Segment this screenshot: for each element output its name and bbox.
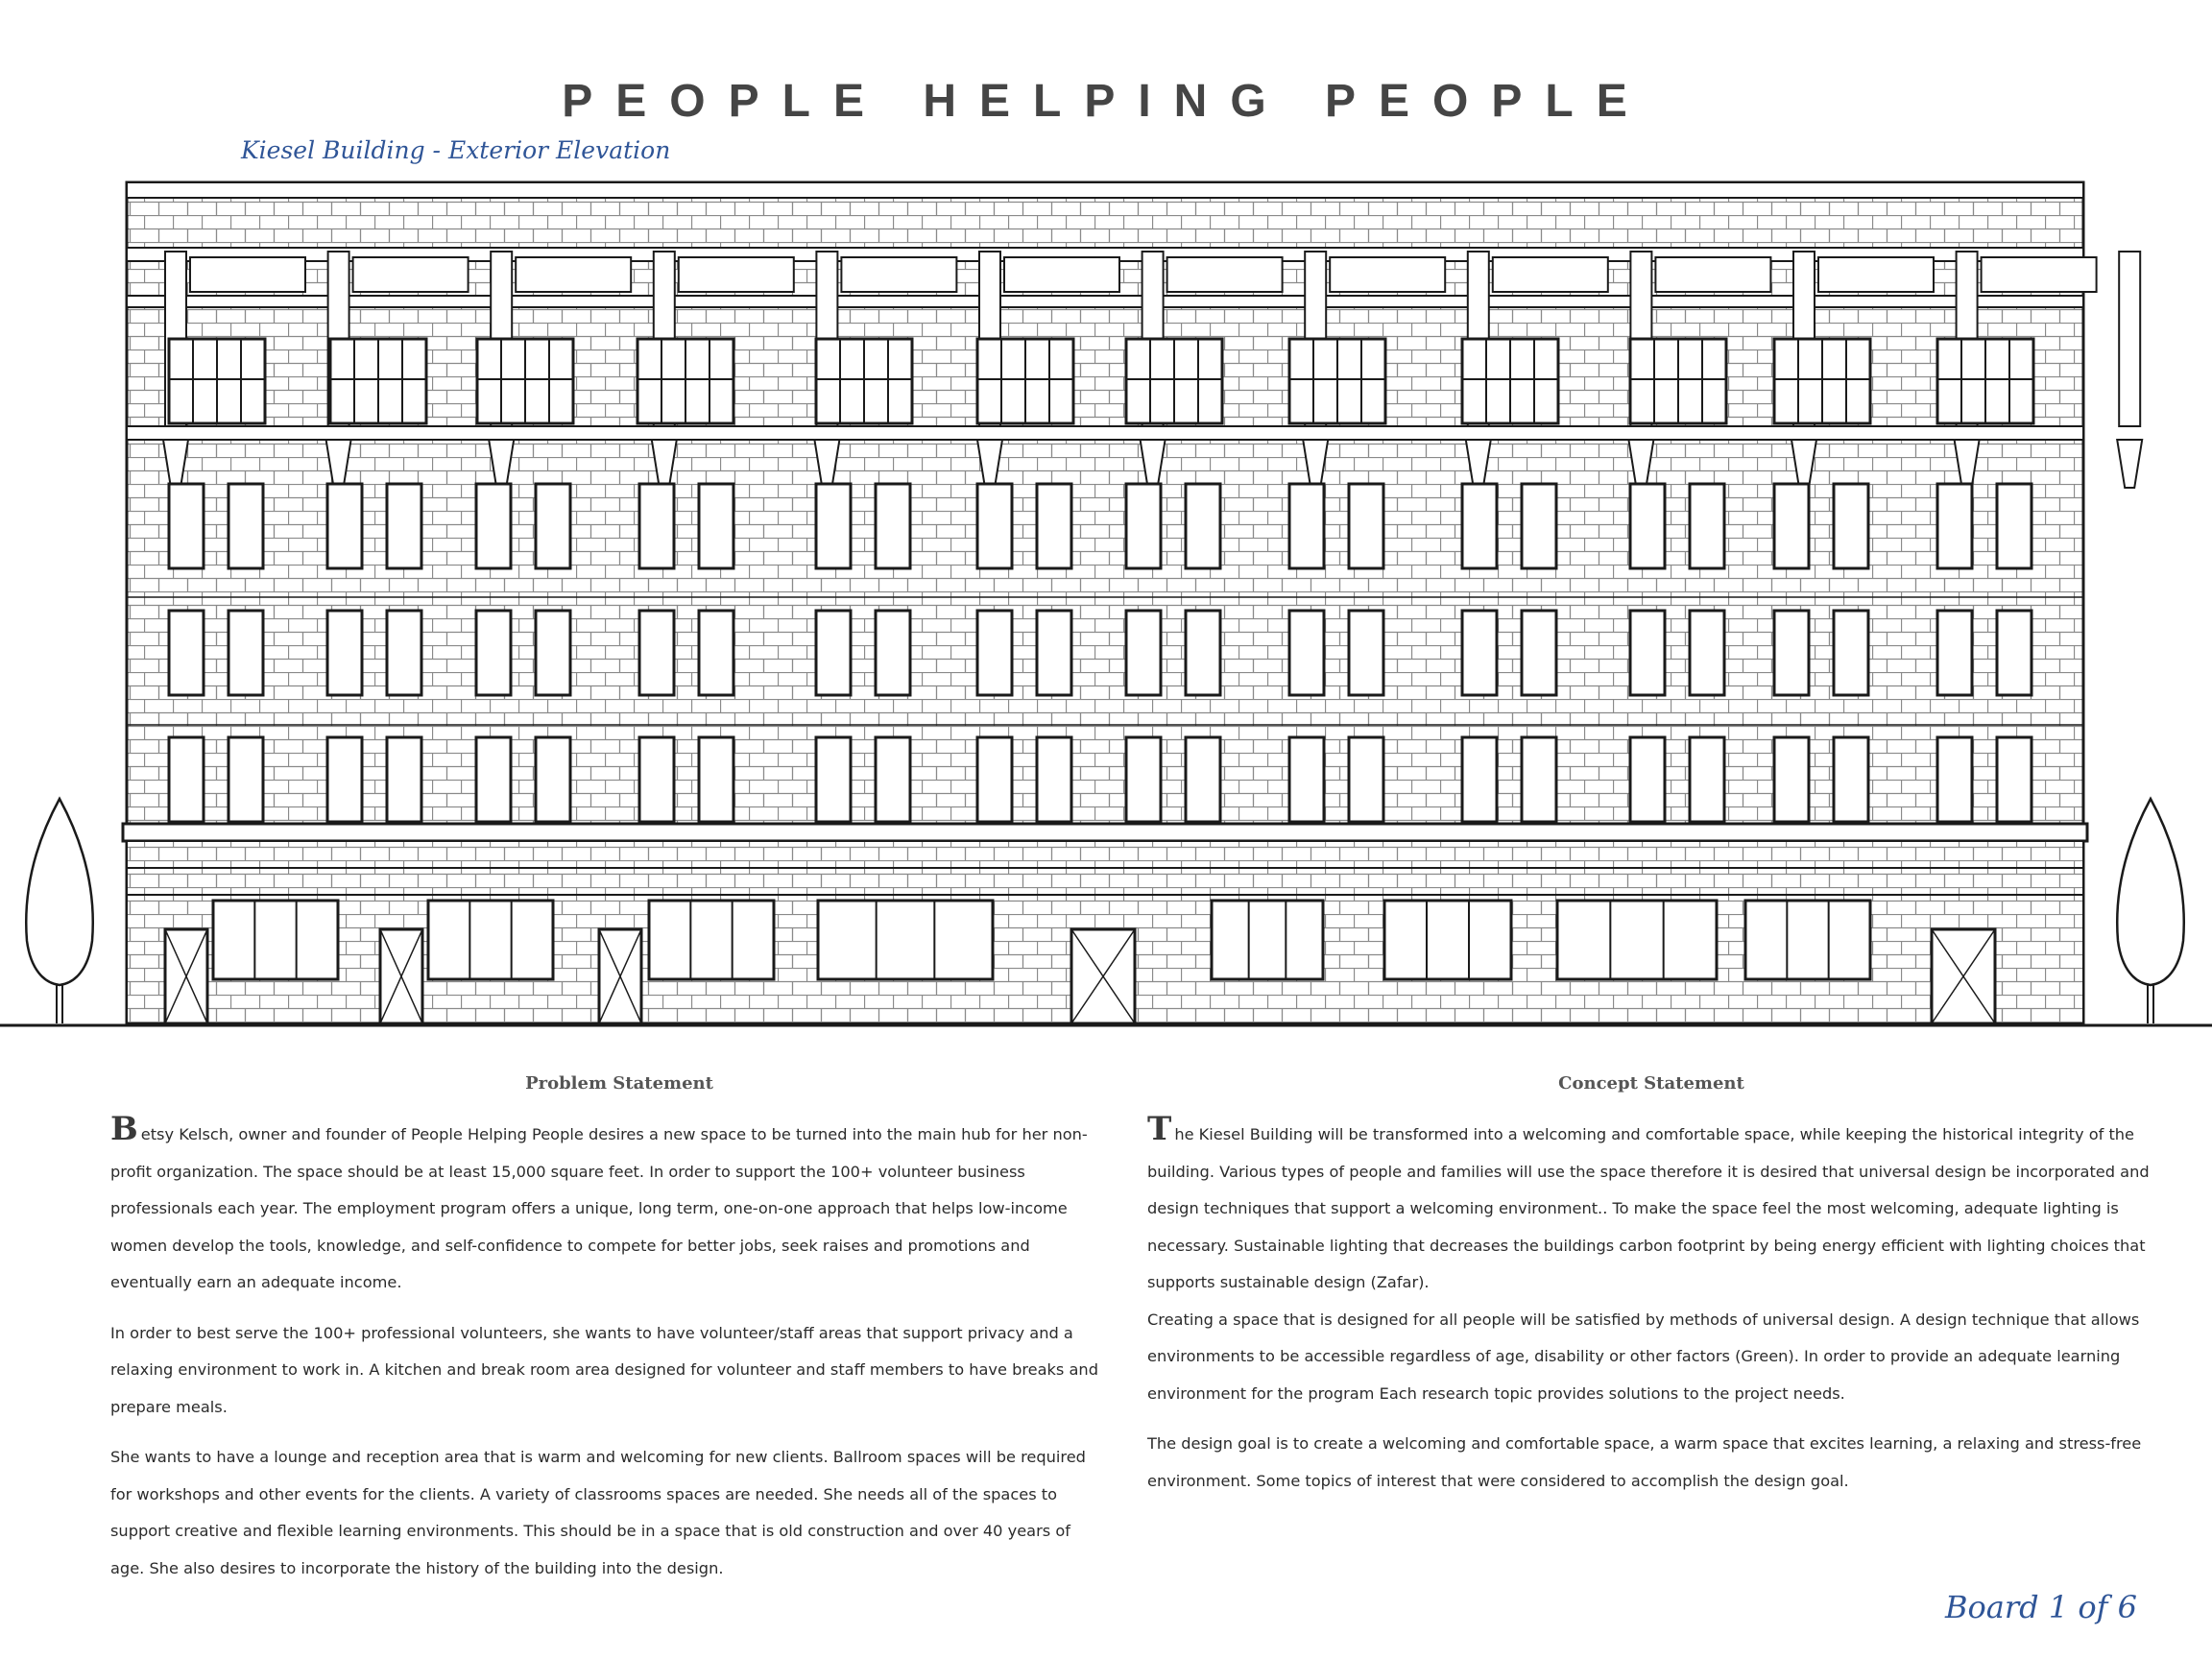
window-left [476,737,511,822]
window-left [169,611,204,695]
problem-paragraph-2: In order to best serve the 100+ professional volunteers, she wants to have volunteer/staff areas that support privacy and a relaxing environment to work in. A kitchen and break room area designed for volunteer and staff members to have breaks and prepare meals. [110,1323,1098,1416]
window-right [876,484,910,568]
window-left [327,737,362,822]
window-right [387,484,421,568]
window-right [1349,484,1383,568]
window-left [816,484,851,568]
window-right [1834,611,1868,695]
window-left [1630,611,1665,695]
frieze-panel [1330,257,1445,292]
window-left [977,484,1012,568]
frieze-panel [353,257,469,292]
problem-statement-heading: Problem Statement [525,1073,713,1094]
window-left [1289,484,1324,568]
window-left [1462,737,1497,822]
storefront-window [1212,901,1323,979]
window-right [699,611,733,695]
window-right [1186,484,1220,568]
window-left [169,484,204,568]
window-right [536,737,570,822]
window-left [639,737,674,822]
window-right [1186,737,1220,822]
window-right [1037,484,1071,568]
window-left [1937,484,1972,568]
frieze-panel [679,257,794,292]
concept-drop-cap: T [1147,1110,1172,1148]
window-left [977,611,1012,695]
concept-paragraph-1-text: he Kiesel Building will be transformed into a welcoming and comfortable space, while keeping the historical integrity of the building. Various types of people and families will use the space therefore it is desired that universal design be incorporated and design techniques that support a welcoming environment.. To make the space feel the most welcoming, adequate lighting is necessary. Sustainable lighting that decreases the buildings carbon footprint by being energy efficient with lighting choices that supports sustainable design (Zafar). [1147,1125,2150,1291]
concept-paragraph-2: Creating a space that is designed for all people will be satisfied by methods of universal design. A design technique that allows environments to be accessible regardless of age, disability or other factors (Green). In order to provide an adequate learning environment for the program Each research topic provides solutions to the project needs. [1147,1310,2140,1403]
storefront-window [649,901,774,979]
sill-band-fourth-floor [127,426,2083,440]
window-right [387,611,421,695]
window-right [1522,484,1556,568]
page-title: PEOPLE HELPING PEOPLE [562,76,1650,127]
window-left [1289,611,1324,695]
problem-paragraph-1-text: etsy Kelsch, owner and founder of People Helping People desires a new space to be turned into the main hub for her non-profit organization. The space should be at least 15,000 square feet. In order to support the 100+ volunteer business professionals each year. The employment program offers a unique, long term, one-on-one approach that helps low-income women develop the tools, knowledge, and self-confidence to compete for better jobs, seek raises and promotions and eventually earn an adequate income. [110,1125,1088,1291]
window-right [1349,611,1383,695]
window-left [476,611,511,695]
frieze-panel [1493,257,1608,292]
window-right [387,737,421,822]
window-right [1690,737,1724,822]
window-left [1126,737,1161,822]
pilaster [2119,252,2140,426]
window-right [1834,737,1868,822]
window-right [1037,611,1071,695]
window-right [228,611,263,695]
window-left [1126,611,1161,695]
storefront-window [213,901,338,979]
storefront-window [818,901,993,979]
window-left [639,484,674,568]
frieze-panel [1167,257,1283,292]
window-right [1997,484,2032,568]
concept-paragraph-3: The design goal is to create a welcoming and comfortable space, a warm space that excites learning, a relaxing and stress-free environment. Some topics of interest that were considered to accomplish the design goal. [1147,1434,2142,1490]
frieze-panel [1982,257,2097,292]
cornice-band [127,182,2083,198]
drawing-subtitle: Kiesel Building - Exterior Elevation [241,136,671,164]
window-right [536,484,570,568]
window-left [1630,484,1665,568]
window-right [1522,611,1556,695]
frieze-panel [190,257,305,292]
storefront-window [1557,901,1717,979]
window-left [1289,737,1324,822]
window-left [977,737,1012,822]
frieze-panel [1004,257,1119,292]
tree-left [26,799,93,985]
frieze-panel [516,257,631,292]
tree-right [2117,799,2184,985]
window-left [816,611,851,695]
window-right [1834,484,1868,568]
window-right [536,611,570,695]
window-right [1186,611,1220,695]
window-left [1630,737,1665,822]
problem-statement-section [110,1073,1109,1600]
window-left [1462,611,1497,695]
sill-band-upper [127,296,2083,307]
concept-statement-heading: Concept Statement [1558,1073,1744,1094]
building-elevation-drawing [0,173,2212,1037]
window-right [699,737,733,822]
window-left [476,484,511,568]
window-right [1522,737,1556,822]
window-left [169,737,204,822]
concept-statement-section [1147,1073,2155,1513]
window-right [1690,611,1724,695]
window-left [1937,611,1972,695]
window-right [228,484,263,568]
storefront-window [1745,901,1870,979]
frieze-panel [1655,257,1770,292]
window-left [1462,484,1497,568]
frieze-panel [841,257,956,292]
pilaster-bracket [2117,440,2142,488]
building-facade [0,182,2212,1025]
window-left [816,737,851,822]
window-left [639,611,674,695]
storefront-window [1384,901,1511,979]
frieze-panel [1818,257,1934,292]
window-left [1937,737,1972,822]
window-right [699,484,733,568]
problem-paragraph-3: She wants to have a lounge and reception area that is warm and welcoming for new clients. Ballroom spaces will be required for workshops and other events for the clients. A variety of classrooms spaces are needed. She needs all of the spaces to support creative and flexible learning environments. This should be in a space that is old construction and over 40 years of age. She also desires to incorporate the history of the building into the design. [110,1448,1086,1577]
window-right [1349,737,1383,822]
window-right [1037,737,1071,822]
window-right [1997,611,2032,695]
storefront-cornice [123,824,2087,841]
window-right [876,737,910,822]
window-left [1126,484,1161,568]
problem-drop-cap: B [110,1110,138,1148]
window-left [1774,737,1809,822]
window-right [876,611,910,695]
window-right [1690,484,1724,568]
problem-paragraph-1 [110,1110,1109,1302]
window-left [327,484,362,568]
concept-paragraph-1 [1147,1110,2155,1302]
storefront-window [428,901,553,979]
window-right [228,737,263,822]
window-left [1774,611,1809,695]
board-number-label: Board 1 of 6 [1945,1589,2137,1625]
window-left [327,611,362,695]
window-right [1997,737,2032,822]
window-left [1774,484,1809,568]
